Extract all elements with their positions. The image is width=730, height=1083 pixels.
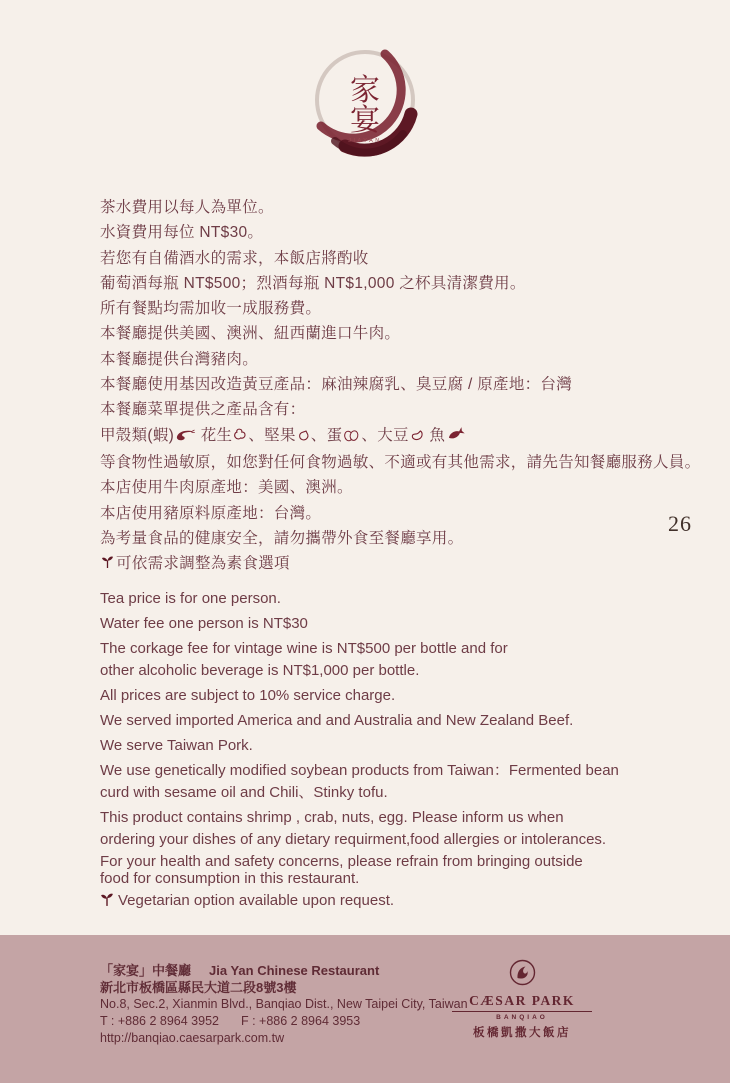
text-line: All prices are subject to 10% service charge. xyxy=(100,687,396,704)
vegetarian-note-en xyxy=(100,890,675,914)
text-line: 葡萄酒每瓶 NT$500；烈酒每瓶 NT$1,000 之杯具清潔費用。 xyxy=(100,274,526,292)
paragraph xyxy=(100,807,675,851)
caesar-park-logo xyxy=(452,959,592,1040)
text-line: 本店使用豬原料原產地：台灣。 xyxy=(100,504,322,522)
phone-number: T : +886 2 8964 3952 xyxy=(100,1014,219,1028)
text-line: The corkage fee for vintage wine is NT$500 per bottle and for xyxy=(100,640,508,657)
vegetarian-note-label: Vegetarian option available upon request. xyxy=(118,892,395,909)
sprout-icon xyxy=(100,892,114,914)
soybean-icon xyxy=(410,425,424,450)
text-line: other alcoholic beverage is NT$1,000 per bottle. xyxy=(100,662,420,679)
paragraph xyxy=(100,710,675,732)
paragraph xyxy=(100,735,675,757)
brand-name-zh: 板橋凱撒大飯店 xyxy=(473,1027,571,1039)
text-line: 等食物性過敏原，如您對任何食物過敏、不適或有其他需求，請先告知餐廳服務人員。 xyxy=(100,453,701,471)
chinese-notes-section xyxy=(100,195,701,577)
peanut-icon xyxy=(233,425,247,450)
restaurant-name-line xyxy=(100,962,468,979)
fish-icon xyxy=(446,425,466,450)
restaurant-name-en: Jia Yan Chinese Restaurant xyxy=(209,963,380,978)
text-line: 本餐廳菜單提供之產品含有： xyxy=(100,401,306,419)
paragraph xyxy=(100,588,675,610)
enso-brush-icon xyxy=(305,42,425,160)
text-line: 茶水費用以每人為單位。 xyxy=(100,199,274,216)
fax-number: F : +886 2 8964 3953 xyxy=(240,1014,361,1028)
brand-name: CÆSAR PARK xyxy=(452,993,592,1012)
phone-fax-line xyxy=(100,1013,468,1030)
vegetarian-note-zh xyxy=(100,551,685,577)
text-line: This product contains shrimp , crab, nuts, egg. Please inform us when xyxy=(100,809,564,826)
text-line: ordering your dishes of any dietary requirment,food allergies or intolerances. xyxy=(100,831,607,848)
logo-char-bottom: 宴 xyxy=(350,104,380,137)
allergen-separator: 、 xyxy=(361,426,378,444)
allergen-separator: 、 xyxy=(310,426,327,444)
allergen-label: 花生 xyxy=(200,426,233,444)
brand-location: BANQIAO xyxy=(496,1014,548,1021)
page-number: 26 xyxy=(668,511,692,536)
text-line: 所有餐點均需加收一成服務費。 xyxy=(100,300,322,318)
text-line: food for consumption in this restaurant. xyxy=(100,869,360,887)
allergen-line xyxy=(100,423,685,450)
address-zh: 新北市板橋區縣民大道二段8號3樓 xyxy=(100,980,297,995)
text-line: We serve Taiwan Pork. xyxy=(100,737,253,754)
text-line: 本餐廳提供台灣豬肉。 xyxy=(100,350,259,368)
egg-icon xyxy=(343,425,360,450)
english-notes-section xyxy=(100,588,675,917)
restaurant-name-zh: 「家宴」中餐廳 xyxy=(100,963,192,978)
paragraph xyxy=(100,685,675,707)
text-line: We use genetically modified soybean products from Taiwan：Fermented bean xyxy=(100,762,619,779)
jiayan-logo xyxy=(305,42,425,165)
text-line: 本餐廳提供美國、澳洲、紐西蘭進口牛肉。 xyxy=(100,325,401,343)
text-line: 為考量食品的健康安全，請勿攜帶外食至餐廳享用。 xyxy=(100,529,464,547)
text-line: Tea price is for one person. xyxy=(100,590,281,607)
restaurant-contact-info xyxy=(100,962,468,1047)
logo-char-top: 家 xyxy=(350,74,380,107)
paragraph xyxy=(100,760,675,804)
allergen-label: 蛋 xyxy=(326,426,343,444)
text-line: curd with sesame oil and Chili、Stinky tofu. xyxy=(100,784,388,801)
paragraph xyxy=(100,854,675,887)
nut-icon xyxy=(297,425,310,450)
text-line: We served imported America and and Australia and New Zealand Beef. xyxy=(100,712,574,729)
sprout-icon xyxy=(101,552,114,577)
allergen-label: 大豆 xyxy=(377,426,409,444)
paragraph xyxy=(100,638,675,682)
paragraph xyxy=(100,613,675,635)
allergen-separator: 、 xyxy=(248,426,265,444)
vegetarian-note-label: 可依需求調整為素食選項 xyxy=(116,555,290,573)
footer xyxy=(0,935,730,1083)
allergen-label: 魚 xyxy=(429,426,446,444)
caesar-park-emblem-icon xyxy=(452,959,592,991)
logo-romanized: JIAYAN xyxy=(348,138,382,144)
text-line: 本店使用牛肉原產地：美國、澳洲。 xyxy=(100,479,353,497)
shrimp-icon xyxy=(175,425,195,450)
text-line: 水資費用每位 NT$30。 xyxy=(100,224,264,242)
text-line: Water fee one person is NT$30 xyxy=(100,615,308,632)
website-url: http://banqiao.caesarpark.com.tw xyxy=(100,1031,285,1045)
allergen-label: 堅果 xyxy=(264,426,296,444)
text-line: 本餐廳使用基因改造黃豆產品：麻油辣腐乳、臭豆腐 / 原產地：台灣 xyxy=(100,376,573,394)
address-en: No.8, Sec.2, Xianmin Blvd., Banqiao Dist., New Taipei City, Taiwan xyxy=(100,997,468,1011)
text-line: For your health and safety concerns, please refrain from bringing outside xyxy=(100,853,583,870)
text-line: 若您有自備酒水的需求，本飯店將酌收 xyxy=(100,249,369,267)
allergen-label: 甲殼類(蝦) xyxy=(100,426,175,444)
